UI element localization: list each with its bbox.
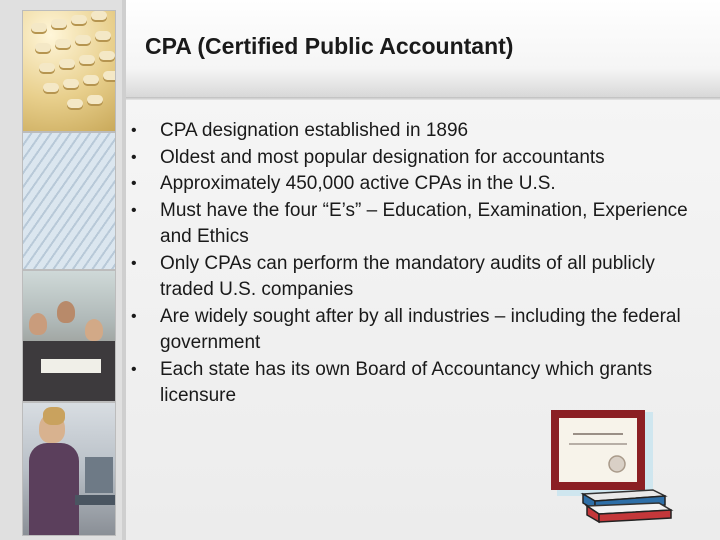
bullet-item	[127, 357, 712, 410]
bullet-text: Must have the four “E’s” – Education, Examination, Experience and Ethics	[160, 199, 688, 247]
bullet-dot-icon: •	[131, 148, 137, 166]
bullet-text: Oldest and most popular designation for accountants	[160, 146, 605, 168]
business-meeting-photo	[22, 270, 116, 402]
bullet-list	[127, 118, 712, 410]
bullet-item	[127, 145, 712, 172]
bullet-item	[127, 304, 712, 357]
bullet-text: CPA designation established in 1896	[160, 120, 469, 141]
bullet-item	[127, 118, 712, 145]
woman-at-computer-photo	[22, 402, 116, 536]
bullet-dot-icon: •	[131, 360, 137, 378]
certificate-paper	[559, 418, 637, 482]
bullet-dot-icon: •	[131, 201, 137, 219]
bullet-dot-icon: •	[131, 175, 137, 192]
financial-data-photo	[22, 132, 116, 270]
photo-strip	[0, 0, 126, 540]
certificate-and-books-icon	[547, 406, 675, 524]
calculator-keypad-photo	[22, 10, 116, 132]
bullet-text: Are widely sought after by all industries – including the federal government	[160, 305, 681, 353]
bullet-text: Approximately 450,000 active CPAs in the U.S.	[160, 173, 556, 194]
bullet-item	[127, 171, 712, 198]
bullet-dot-icon: •	[131, 307, 137, 325]
bullet-dot-icon: •	[131, 254, 137, 272]
bullet-item	[127, 251, 712, 304]
bullet-text: Each state has its own Board of Accountancy which grants licensure	[160, 358, 653, 406]
certificate-seal-icon	[609, 456, 625, 472]
bullet-dot-icon: •	[131, 122, 137, 139]
bullet-text: Only CPAs can perform the mandatory audits of all publicly traded U.S. companies	[160, 252, 655, 300]
slide-title: CPA (Certified Public Accountant)	[145, 33, 514, 59]
bullet-item	[127, 198, 712, 251]
